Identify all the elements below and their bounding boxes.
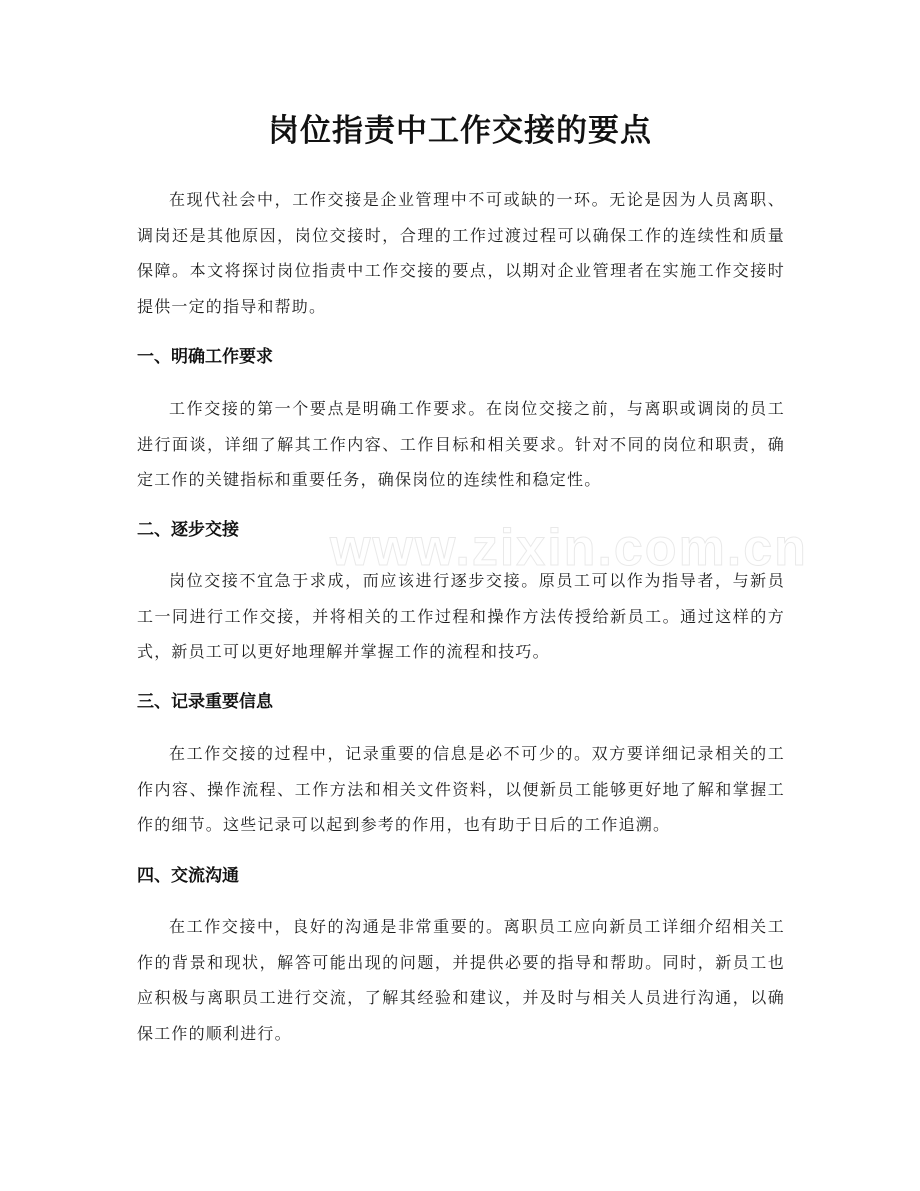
section-heading-3: 三、记录重要信息 [137,692,273,712]
section-heading-2: 二、逐步交接 [137,520,239,540]
section-body-1: 工作交接的第一个要点是明确工作要求。在岗位交接之前，与离职或调岗的员工进行面谈，详细了解其工作内容、工作目标和相关要求。针对不同的岗位和职责，确定工作的关键指标和重要任务，确保岗位的连续性和稳定性。 [137,399,785,489]
section-body-4: 在工作交接中，良好的沟通是非常重要的。离职员工应向新员工详细介绍相关工作的背景和现状，解答可能出现的问题，并提供必要的指导和帮助。同时，新员工也应积极与离职员工进行交流，了解其经验和建议，并及时与相关人员进行沟通，以确保工作的顺利进行。 [137,917,785,1043]
document-title: 岗位指责中工作交接的要点 [268,113,652,149]
section-heading-4: 四、交流沟通 [137,866,239,886]
section-body-2: 岗位交接不宜急于求成，而应该进行逐步交接。原员工可以作为指导者，与新员工一同进行工作交接，并将相关的工作过程和操作方法传授给新员工。通过这样的方式，新员工可以更好地理解并掌握工作的流程和技巧。 [137,571,785,661]
watermark: www.zixin.com.cn [330,519,808,577]
section-heading-1: 一、明确工作要求 [137,347,273,367]
intro-paragraph: 在现代社会中，工作交接是企业管理中不可或缺的一环。无论是因为人员离职、调岗还是其他原因，岗位交接时，合理的工作过渡过程可以确保工作的连续性和质量保障。本文将探讨岗位指责中工作交接的要点，以期对企业管理者在实施工作交接时提供一定的指导和帮助。 [137,190,785,316]
section-body-3: 在工作交接的过程中，记录重要的信息是必不可少的。双方要详细记录相关的工作内容、操作流程、工作方法和相关文件资料，以便新员工能够更好地了解和掌握工作的细节。这些记录可以起到参考的作用，也有助于日后的工作追溯。 [137,744,785,834]
